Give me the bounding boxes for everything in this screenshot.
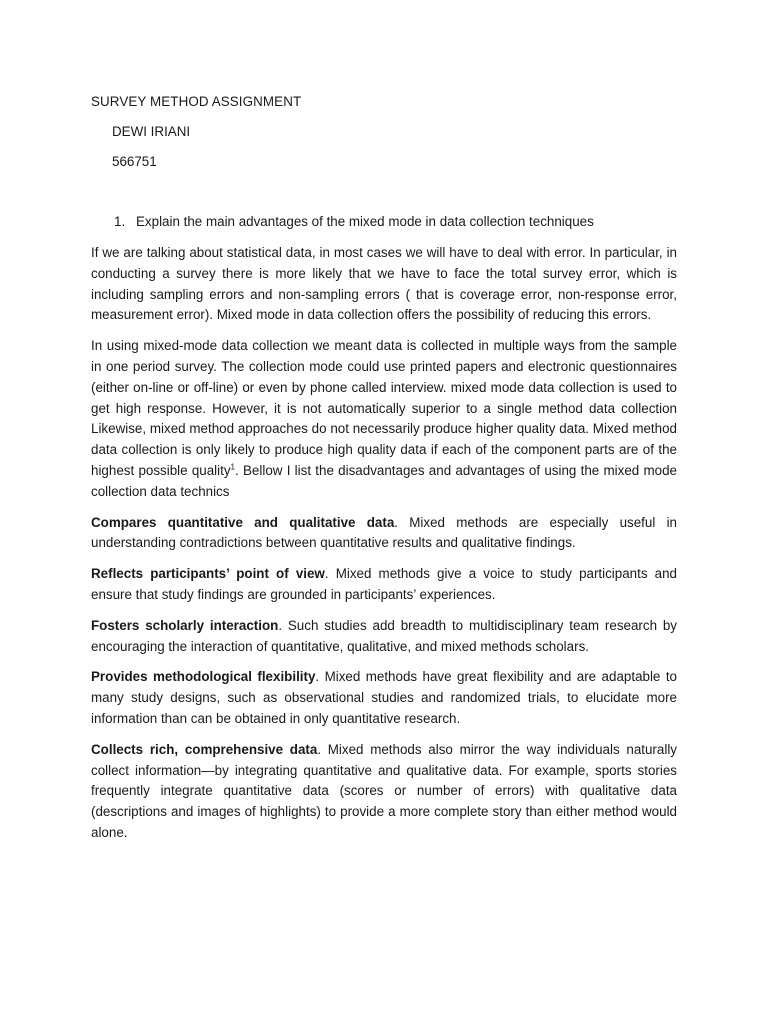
advantage-text: . Mixed methods also mirror the way individuals naturally collect information—by integrating quantitative and qualitative data. For example, sports stories frequently integrate quantitative data (scores or number of errors) with qualitative data (descriptions and images of highlights) to provide a more complete story than either method would alone. <box>91 741 677 840</box>
advantage-text: . Mixed methods have great flexibility and are adaptable to many study designs, such as observational studies and randomized trials, to elucidate more information than can be obtained in only quantitative research. <box>91 669 677 726</box>
advantage-heading: Fosters scholarly interaction <box>91 617 279 633</box>
author-name: DEWI IRIANI <box>112 124 191 139</box>
advantage-item <box>91 616 677 658</box>
footnote-marker: 1 <box>230 462 235 472</box>
advantage-item <box>91 513 677 555</box>
paragraph-mixed-mode-tail: . Bellow I list the disadvantages and advantages of using the mixed mode collection data technics <box>91 462 677 499</box>
advantage-heading: Provides methodological flexibility <box>91 669 316 685</box>
question-item <box>114 212 677 232</box>
question-number: 1. <box>114 214 126 229</box>
paragraph-mixed-mode <box>91 336 677 502</box>
advantage-text: . Mixed methods are especially useful in understanding contradictions between quantitative results and qualitative findings. <box>91 514 677 551</box>
advantage-item <box>91 667 677 729</box>
advantage-heading: Compares quantitative and qualitative data <box>91 514 395 530</box>
question-text: Explain the main advantages of the mixed mode in data collection techniques <box>136 214 594 229</box>
advantage-item <box>91 564 677 606</box>
advantage-heading: Collects rich, comprehensive data <box>91 741 318 757</box>
advantage-heading: Reflects participants’ point of view <box>91 566 325 582</box>
advantage-text: . Mixed methods give a voice to study participants and ensure that study findings are grounded in participants’ experiences. <box>91 566 678 602</box>
paragraph-intro: If we are talking about statistical data, in most cases we will have to deal with error. In particular, in conducting a survey there is more likely that we have to face the total survey error, which is including sampling errors and non-sampling errors ( that is coverage error, non-response error, measurement error). Mixed mode in data collection offers the possibility of reducing this errors. <box>91 245 677 323</box>
advantage-text: . Such studies add breadth to multidisciplinary team research by encouraging the interaction of quantitative, qualitative, and mixed methods scholars. <box>91 617 678 654</box>
document-title: SURVEY METHOD ASSIGNMENT <box>91 94 302 109</box>
advantage-item <box>91 740 677 844</box>
document-body <box>91 92 677 844</box>
student-id: 566751 <box>112 154 157 169</box>
paragraph-mixed-mode-text: In using mixed-mode data collection we meant data is collected in multiple ways from the sample in one period survey. The collection mode could use printed papers and electronic questionnaires (either on-line or off-line) or even by phone called interview. mixed mode data collection is used to get high response. However, it is not automatically superior to a single method data collection Likewise, mixed method approaches do not necessarily produce higher quality data. Mixed method data collection is only likely to produce high quality data if each of the component parts are of the highest possible quality <box>91 338 677 478</box>
